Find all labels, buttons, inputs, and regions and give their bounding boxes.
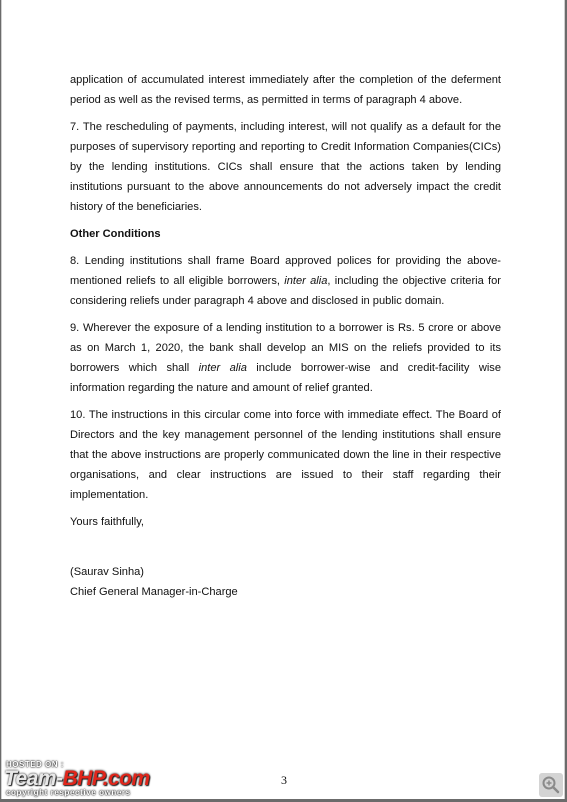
paragraph-9-text-b: include borrower-wise and credit-facility wise information regarding the nature and amount of relief granted. bbox=[70, 362, 502, 394]
zoom-button[interactable] bbox=[539, 773, 563, 797]
watermark-hosted-on: HOSTED ON : bbox=[6, 760, 64, 769]
signatory-title: Chief General Manager-in-Charge bbox=[70, 586, 238, 598]
watermark-brand-suffix: BHP.com bbox=[62, 767, 150, 790]
paragraph-9-italic: inter alia bbox=[198, 362, 247, 374]
signatory-name: (Saurav Sinha) bbox=[70, 566, 144, 578]
paragraph-7: 7. The rescheduling of payments, including interest, will not qualify as a default for the purposes of supervisory reporting and reporting to Credit Information Companies(CICs) by the lending institutions. CICs shall ensure that the actions taken by lending institutions pursuant to the above announcements do not adversely impact the credit history of the beneficiaries. bbox=[70, 121, 501, 213]
paragraph-8-text-a: 8. Lending institutions shall frame Board approved polices for providing the above-mentioned reliefs to all eligible borrowers, bbox=[70, 255, 501, 287]
paragraph-9-text-a: 9. Wherever the exposure of a lending institution to a borrower is Rs. 5 crore or above as on March 1, 2020, the bank shall develop an MIS on the reliefs provided to its borrowers which shall bbox=[70, 322, 501, 374]
section-heading: Other Conditions bbox=[70, 228, 161, 240]
watermark-copyright: copyright respective owners bbox=[6, 788, 131, 797]
document-page bbox=[1, 0, 565, 799]
paragraph-8-text-b: , including the objective criteria for considering reliefs under paragraph 4 above and disclosed in public domain. bbox=[70, 275, 502, 307]
paragraph-8-italic: inter alia bbox=[284, 275, 328, 287]
magnifier-icon bbox=[539, 773, 563, 797]
document-body bbox=[70, 70, 501, 602]
closing-line: Yours faithfully, bbox=[70, 516, 144, 528]
paragraph-8 bbox=[70, 251, 501, 311]
page-number: 3 bbox=[281, 773, 287, 787]
paragraph-continuation: application of accumulated interest immediately after the completion of the deferment period as well as the revised terms, as permitted in terms of paragraph 4 above. bbox=[70, 74, 501, 106]
watermark-brand-prefix: Team- bbox=[4, 767, 63, 790]
team-bhp-watermark bbox=[4, 760, 194, 798]
signature-block bbox=[70, 562, 501, 602]
paragraph-9 bbox=[70, 318, 501, 398]
paragraph-10: 10. The instructions in this circular come into force with immediate effect. The Board of Directors and the key management personnel of the lending institutions shall ensure that the above instructions are properly communicated down the line in their respective organisations, and clear instructions are issued to their staff regarding their implementation. bbox=[70, 409, 501, 501]
